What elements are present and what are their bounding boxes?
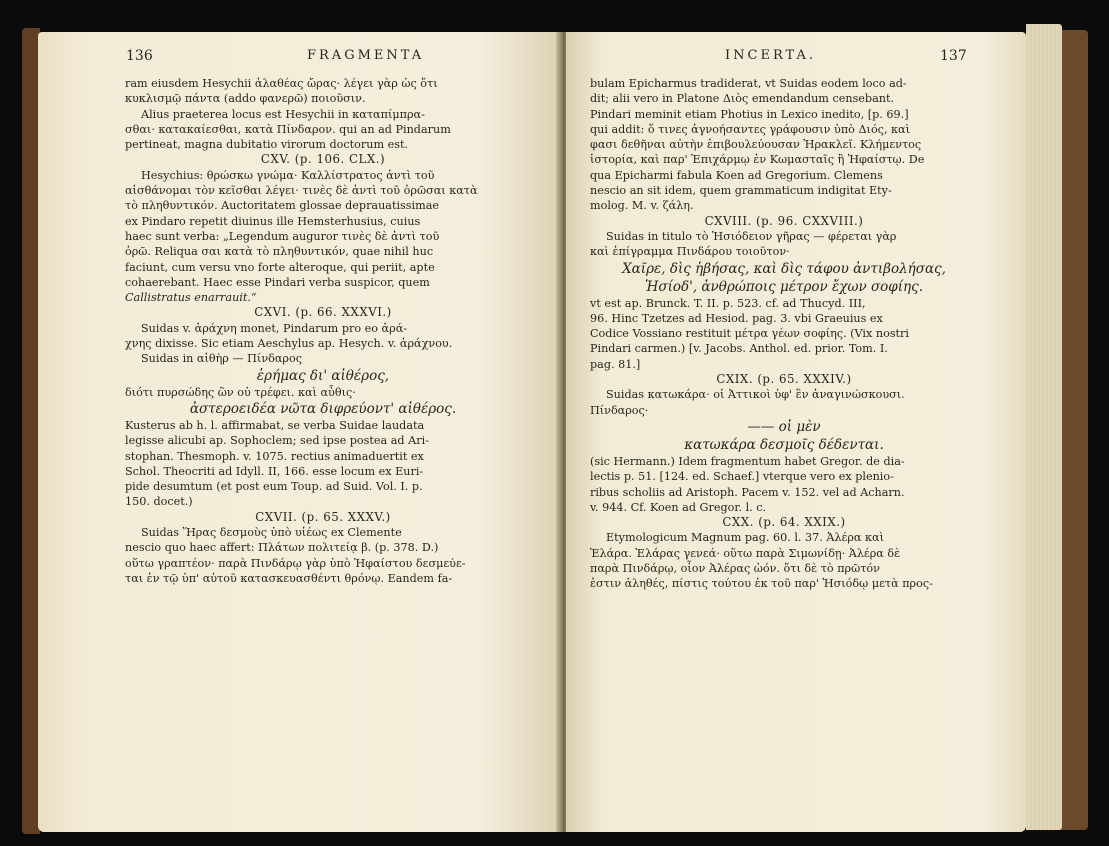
text-line: Alius praeterea locus est Hesychii in καταπίμπρα- [141, 107, 425, 121]
text-line: φασι δεθῆναι αὐτὴν ἐπιβουλεύουσαν Ἡρακλεῖ. Κλήμεντος [590, 138, 922, 152]
text-line: ἐστιν ἀληθές, πίστις τούτου ἐκ τοῦ παρ' Ἡσιόδῳ μετὰ προς- [590, 577, 933, 591]
text-line: ἱστορία, καὶ παρ' Ἐπιχάρμῳ ἐν Κωμασταῖς ἢ Ἡφαίστῳ. De [590, 153, 925, 167]
page-edges [1026, 24, 1062, 830]
text-line: ex Pindaro repetit diuinus ille Hemsterhusius, cuius [125, 214, 421, 228]
verse-line: κατωκάρα δεσμοῖς δέδενται. [684, 436, 884, 453]
text-line: Suidas in titulo τὸ Ἡσιόδειον γῆρας — φέρεται γὰρ [606, 229, 897, 243]
text-line: Hesychius: θρώσκω γνώμα· Καλλίστρατος ἀντὶ τοῦ [141, 168, 435, 182]
right-running-header: INCERTA. [725, 48, 816, 63]
text-line: Suidas Ἥρας δεσμοὺς ὑπὸ υἱέως ex Clemente [141, 526, 402, 540]
text-line: vt est ap. Brunck. T. II. p. 523. cf. ad Thucyd. III, [590, 296, 866, 310]
text-line: αἰσθάνομαι τὸν κεῖσθαι λέγει· τινὲς δὲ ἀντὶ τοῦ ὁρῶσαι κατὰ [125, 184, 478, 198]
text-line: τὸ πληθυντικόν. Auctoritatem glossae deprauatissimae [125, 199, 440, 213]
verse-line: Χαῖρε, δὶς ἡβήσας, καὶ δὶς τάφου ἀντιβολήσας, [622, 260, 946, 277]
text-line: διότι πυρσώδης ὢν οὐ τρέφει. καὶ αὖθις· [125, 385, 356, 399]
text-line: (sic Hermann.) Idem fragmentum habet Gregor. de dia- [590, 454, 905, 468]
text-line: ὁρῶ. Reliqua σαι κατὰ τὸ πληθυντικόν, quae nihil huc [125, 245, 434, 259]
section-heading: CXV. (p. 106. CLX.) [260, 152, 386, 167]
section-heading: CXVI. (p. 66. XXXVI.) [254, 305, 392, 320]
right-page-body [590, 76, 978, 592]
right-page-number: 137 [940, 48, 967, 64]
book-cover-right [1060, 30, 1088, 830]
text-line: ram eiusdem Hesychii ἀλαθέας ὤρας· λέγει γὰρ ὡς ὅτι [125, 77, 438, 90]
text-line: Πίνδαρος· [590, 403, 649, 417]
text-line: ribus scholiis ad Aristoph. Pacem v. 152. vel ad Acharn. [590, 485, 905, 499]
text-line: χνης dixisse. Sic etiam Aeschylus ap. Hesych. v. ἀράχνου. [125, 337, 453, 351]
text-line: Callistratus enarrauit.“ [125, 291, 257, 305]
text-line: cohaerebant. Haec esse Pindari verba suspicor, quem [125, 275, 430, 289]
section-heading: CXVIII. (p. 96. CXXVIII.) [704, 213, 864, 228]
text-line: lectis p. 51. [124. ed. Schaef.] vterque vero ex plenio- [590, 470, 894, 484]
text-line: stophan. Thesmoph. v. 1075. rectius animaduertit ex [125, 449, 424, 463]
left-page-number: 136 [126, 48, 153, 64]
section-heading: CXVII. (p. 65. XXXV.) [255, 509, 391, 524]
text-line: qua Epicharmi fabula Koen ad Gregorium. Clemens [590, 168, 883, 182]
text-line: 96. Hinc Tzetzes ad Hesiod. pag. 3. vbi Graeuius ex [590, 311, 883, 325]
verse-line: ἐρήμας δι' αἰθέρος, [256, 367, 390, 384]
text-line: legisse alicubi ap. Sophoclem; sed ipse postea ad Ari- [125, 434, 429, 448]
text-line: Suidas v. ἀράχνη monet, Pindarum pro eo ἀρά- [141, 321, 408, 335]
text-line: Suidas κατωκάρα· οἱ Ἀττικοὶ ὑφ' ἓν ἀναγινώσκουσι. [606, 388, 905, 402]
text-line: ται ἐν τῷ ὑπ' αὐτοῦ κατασκευασθέντι θρόνῳ. Eandem fa- [125, 571, 453, 585]
text-line: bulam Epicharmus tradiderat, vt Suidas eodem loco ad- [590, 77, 907, 90]
text-line: faciunt, cum versu vno forte alteroque, qui periit, apte [125, 260, 435, 274]
text-line: σθαι· κατακαίεσθαι, κατὰ Πίνδαρον. qui an ad Pindarum [125, 122, 451, 136]
text-line: pag. 81.] [590, 357, 641, 371]
text-line: Kusterus ab h. l. affirmabat, se verba Suidae laudata [125, 418, 425, 432]
left-page-body [125, 76, 521, 586]
text-line: Etymologicum Magnum pag. 60. l. 37. Ἀλέρα καὶ [606, 531, 884, 545]
text-line: pertineat, magna dubitatio virorum doctorum est. [125, 138, 409, 152]
text-line: qui addit: ὅ τινες ἀγνοήσαντες γράφουσιν ὑπὸ Διός, καὶ [590, 122, 910, 136]
section-heading: CXX. (p. 64. XXIX.) [722, 515, 846, 530]
text-line: 150. docet.) [125, 495, 193, 509]
verse-line: Ἡσίοδ', ἀνθρώποις μέτρον ἔχων σοφίης. [644, 278, 923, 295]
text-line: καὶ ἐπίγραμμα Πινδάρου τοιοῦτον· [590, 245, 790, 259]
text-line: Suidas in αἰθὴρ — Πίνδαρος [141, 352, 302, 366]
text-line: haec sunt verba: „Legendum auguror τινὲς δὲ ἀντὶ τοῦ [125, 229, 440, 243]
text-line: Codice Vossiano restituit μέτρα γέων σοφίης. (Vix nostri [590, 327, 909, 341]
text-line: Pindari meminit etiam Photius in Lexico inedito, [p. 69.] [590, 107, 909, 121]
text-line: κυκλισμῷ πάντα (addo φανερῶ) ποιοῦσιν. [125, 92, 366, 106]
text-line: παρὰ Πινδάρῳ, οἷον Ἀλέρας ὠόν. ὅτι δὲ τὸ πρῶτόν [590, 562, 880, 576]
text-line: οὕτω γραπτέον· παρὰ Πινδάρῳ γὰρ ὑπὸ Ἡφαίστου δεσμεύε- [125, 556, 466, 570]
text-line: nescio quo haec affert: Πλάτων πολιτείᾳ β. (p. 378. D.) [125, 541, 439, 555]
text-line: dit; alii vero in Platone Διὸς emendandum censebant. [590, 92, 895, 106]
text-line: Pindari carmen.) [v. Jacobs. Anthol. ed. prior. Tom. I. [590, 342, 888, 356]
text-line: molog. M. v. ζάλη. [590, 199, 694, 213]
verse-line: —— οἱ μὲν [747, 418, 821, 435]
text-line: nescio an sit idem, quem grammaticum indigitat Ety- [590, 184, 892, 198]
text-line: Schol. Theocriti ad Idyll. II, 166. esse locum ex Euri- [125, 464, 424, 478]
section-heading: CXIX. (p. 65. XXXIV.) [716, 372, 852, 387]
left-running-header: FRAGMENTA [307, 48, 425, 63]
text-line: v. 944. Cf. Koen ad Gregor. l. c. [590, 500, 767, 514]
text-line: Ἐλάρα. Ἐλάρας γενεά· οὕτω παρὰ Σιμωνίδῃ· Ἀλέρα δὲ [590, 546, 901, 560]
text-line: pide desumtum (et post eum Toup. ad Suid. Vol. I. p. [125, 480, 423, 494]
verse-line: ἀστεροειδέα νῶτα διφρεύοντ' αἰθέρος. [189, 400, 457, 417]
